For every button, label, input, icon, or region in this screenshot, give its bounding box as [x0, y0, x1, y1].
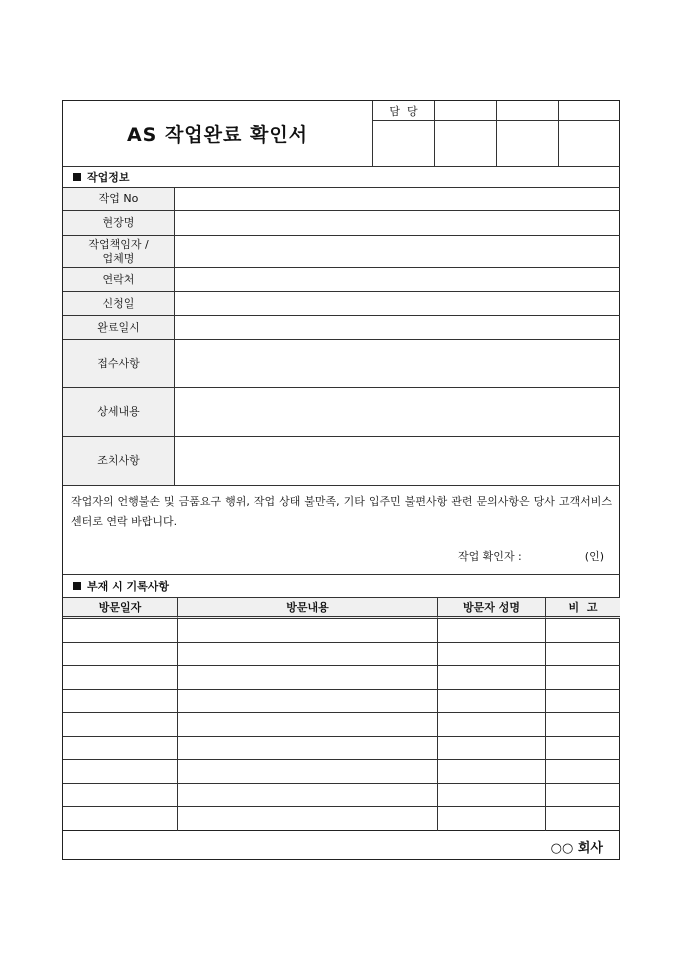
table-cell-remarks[interactable] — [546, 784, 620, 808]
label-actions-taken: 조치사항 — [63, 437, 175, 486]
table-cell-remarks[interactable] — [546, 737, 620, 761]
table-cell-visit-content[interactable] — [178, 807, 438, 831]
table-cell-visitor-name[interactable] — [438, 619, 546, 643]
table-cell-visit-date[interactable] — [63, 643, 178, 667]
label-site-name: 현장명 — [63, 211, 175, 236]
table-cell-visit-content[interactable] — [178, 643, 438, 667]
col-header-visit-content: 방문내용 — [178, 597, 438, 619]
approval-header-cell-2 — [497, 101, 559, 121]
field-manager-company[interactable] — [175, 236, 620, 268]
table-cell-remarks[interactable] — [546, 713, 620, 737]
table-cell-visit-date[interactable] — [63, 807, 178, 831]
field-request-date[interactable] — [175, 292, 620, 316]
field-details[interactable] — [175, 388, 620, 437]
table-cell-visit-content[interactable] — [178, 713, 438, 737]
label-received-items: 접수사항 — [63, 340, 175, 388]
title-cell — [63, 101, 373, 167]
table-cell-visitor-name[interactable] — [438, 713, 546, 737]
confirm-line — [458, 548, 604, 564]
approval-sign-box-2[interactable] — [435, 121, 497, 167]
table-cell-visit-content[interactable] — [178, 666, 438, 690]
table-cell-remarks[interactable] — [546, 643, 620, 667]
confirm-label: 작업 확인자 : — [457, 550, 522, 563]
table-cell-visit-date[interactable] — [63, 690, 178, 714]
table-cell-visitor-name[interactable] — [438, 784, 546, 808]
col-header-remarks: 비 고 — [546, 597, 620, 619]
table-cell-visit-date[interactable] — [63, 737, 178, 761]
approval-sign-box-3[interactable] — [497, 121, 559, 167]
table-cell-visit-content[interactable] — [178, 619, 438, 643]
label-contact: 연락처 — [63, 268, 175, 292]
approval-label: 담 당 — [373, 101, 435, 121]
label-manager-company: 작업책임자 / 업체명 — [63, 236, 175, 268]
field-site-name[interactable] — [175, 211, 620, 236]
table-cell-visitor-name[interactable] — [438, 643, 546, 667]
table-cell-visit-date[interactable] — [63, 713, 178, 737]
approval-header-cell-1 — [435, 101, 497, 121]
label-completion-datetime: 완료일시 — [63, 316, 175, 340]
table-cell-remarks[interactable] — [546, 619, 620, 643]
table-cell-visitor-name[interactable] — [438, 760, 546, 784]
field-received-items[interactable] — [175, 340, 620, 388]
section-absence-log: 부재 시 기록사항 — [63, 575, 620, 597]
table-cell-visit-date[interactable] — [63, 666, 178, 690]
col-header-visitor-name: 방문자 성명 — [438, 597, 546, 619]
table-cell-visitor-name[interactable] — [438, 690, 546, 714]
approval-sign-box-4[interactable] — [559, 121, 620, 167]
document-form — [62, 100, 620, 860]
table-cell-visitor-name[interactable] — [438, 666, 546, 690]
field-actions-taken[interactable] — [175, 437, 620, 486]
table-cell-visit-date[interactable] — [63, 784, 178, 808]
table-cell-visit-date[interactable] — [63, 619, 178, 643]
table-cell-visit-content[interactable] — [178, 760, 438, 784]
section-work-info: 작업정보 — [63, 167, 620, 188]
table-cell-remarks[interactable] — [546, 760, 620, 784]
field-completion-datetime[interactable] — [175, 316, 620, 340]
field-contact[interactable] — [175, 268, 620, 292]
field-work-no[interactable] — [175, 188, 620, 211]
table-cell-visitor-name[interactable] — [438, 737, 546, 761]
page-title: AS 작업완료 확인서 — [126, 124, 309, 146]
table-cell-visitor-name[interactable] — [438, 807, 546, 831]
square-bullet-icon — [73, 582, 81, 590]
table-cell-visit-date[interactable] — [63, 760, 178, 784]
table-cell-visit-content[interactable] — [178, 784, 438, 808]
label-work-no: 작업 No — [63, 188, 175, 211]
approval-header-cell-3 — [559, 101, 620, 121]
table-cell-visit-content[interactable] — [178, 690, 438, 714]
approval-sign-box-1[interactable] — [373, 121, 435, 167]
square-bullet-icon — [73, 173, 81, 181]
notice-block — [63, 486, 620, 575]
col-header-visit-date: 방문일자 — [63, 597, 178, 619]
company-name: ○○ 회사 — [550, 841, 603, 856]
table-cell-remarks[interactable] — [546, 690, 620, 714]
confirm-seal: (인) — [584, 550, 604, 563]
absence-table — [63, 597, 620, 831]
table-cell-remarks[interactable] — [546, 807, 620, 831]
table-cell-visit-content[interactable] — [178, 737, 438, 761]
label-details: 상세내용 — [63, 388, 175, 437]
notice-text: 작업자의 언행불손 및 금품요구 행위, 작업 상태 불만족, 기타 입주민 불편사항 관련 문의사항은 당사 고객서비스센터로 연락 바랍니다. — [71, 495, 612, 528]
table-cell-remarks[interactable] — [546, 666, 620, 690]
label-request-date: 신청일 — [63, 292, 175, 316]
